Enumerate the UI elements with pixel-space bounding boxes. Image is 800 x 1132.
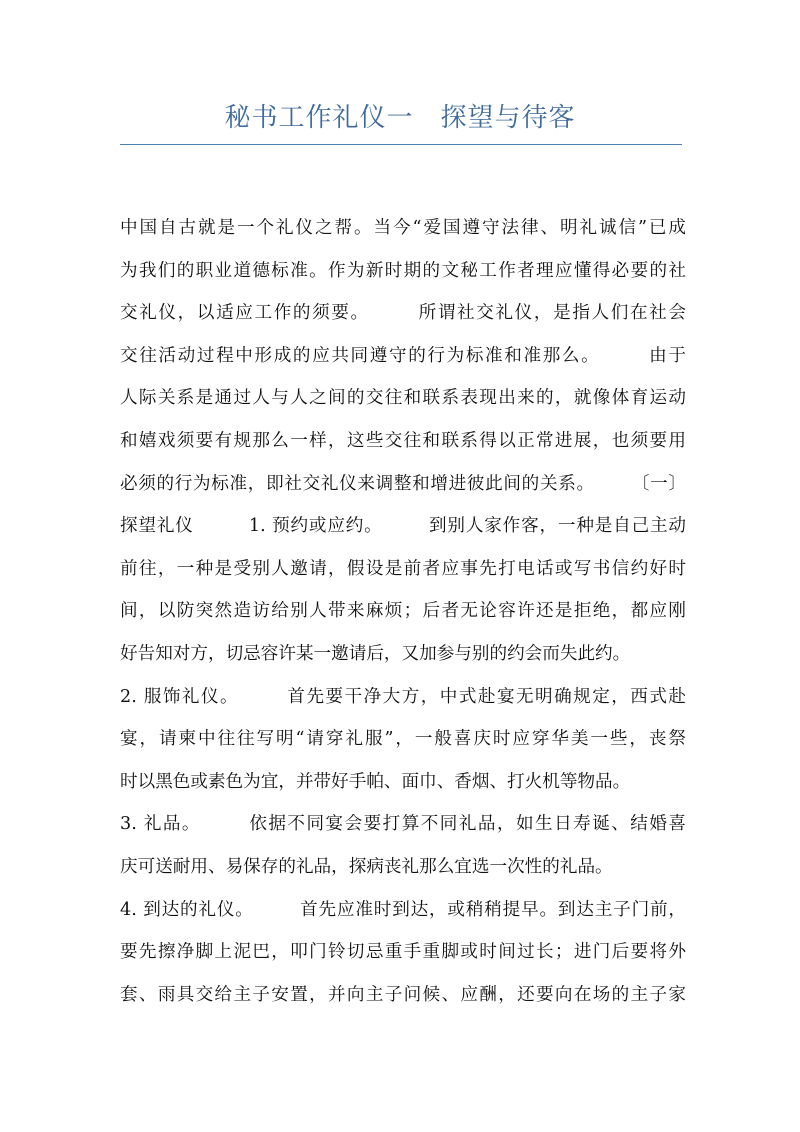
body-line: 3. 礼品。 依据不同宴会要打算不同礼品，如生日寿诞、结婚喜 — [120, 814, 686, 835]
body-line: 宴，请柬中往往写明“请穿礼服”，一般喜庆时应穿华美一些，丧祭 — [120, 729, 686, 750]
body-line: 人际关系是通过人与人之间的交往和联系表现出来的，就像体育运动 — [120, 388, 686, 409]
body-line: 前往，一种是受别人邀请，假设是前者应事先打电话或写书信约好时 — [120, 558, 686, 579]
body-line: 中国自古就是一个礼仪之帮。当今“爱国遵守法律、明礼诚信”已成 — [120, 218, 686, 238]
body-line: 要先擦净脚上泥巴，叩门铃切忌重手重脚或时间过长；进门后要将外 — [120, 942, 686, 963]
document-body — [120, 207, 686, 1016]
title-underline — [120, 144, 682, 145]
body-line: 交往活动过程中形成的应共同遵守的行为标准和准那么。 由于 — [120, 345, 686, 366]
body-line: 好告知对方，切忌容许某一邀请后，又加参与别的约会而失此约。 — [120, 643, 631, 664]
body-line: 4. 到达的礼仪。 首先应准时到达，或稍稍提早。到达主子门前， — [120, 899, 686, 920]
body-line: 庆可送耐用、易保存的礼品，探病丧礼那么宜选一次性的礼品。 — [120, 856, 613, 877]
document-title: 秘书工作礼仪一 探望与待客 — [224, 103, 576, 133]
body-line: 必须的行为标准，即社交礼仪来调整和增进彼此间的关系。 〔一〕 — [120, 473, 686, 494]
body-line: 交礼仪，以适应工作的须要。 所谓社交礼仪，是指人们在社会 — [120, 303, 686, 324]
body-line: 时以黑色或素色为宜，并带好手帕、面巾、香烟、打火机等物品。 — [120, 771, 631, 792]
body-line: 探望礼仪 1. 预约或应约。 到别人家作客，一种是自己主动 — [120, 516, 686, 537]
body-line: 间，以防突然造访给别人带来麻烦；后者无论容许还是拒绝，都应刚 — [120, 601, 686, 622]
body-line: 套、雨具交给主子安置，并向主子问候、应酬，还要向在场的主子家 — [120, 984, 686, 1005]
body-line: 和嬉戏须要有规那么一样，这些交往和联系得以正常进展，也须要用 — [120, 430, 686, 451]
body-line: 为我们的职业道德标准。作为新时期的文秘工作者理应懂得必要的社 — [120, 260, 686, 281]
body-line: 2. 服饰礼仪。 首先要干净大方，中式赴宴无明确规定，西式赴 — [120, 686, 686, 707]
